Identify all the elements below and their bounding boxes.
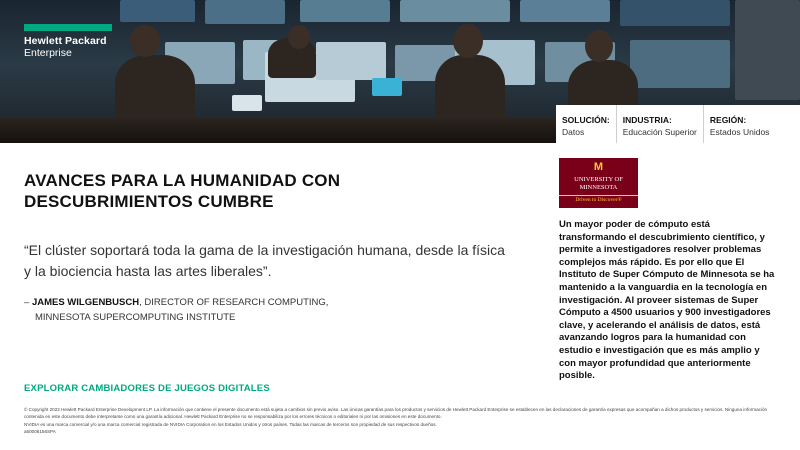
brand-line-2: Enterprise xyxy=(24,47,72,59)
legal-trademark: NVIDIA es una marca comercial y/o una marca comercial registrada de NVIDIA Corporation en los Estados Unidos y otros países. Todas las marcas de terceros son propiedad de sus respectivos dueños. xyxy=(24,421,437,427)
explore-digital-game-changers-link[interactable]: EXPLORAR CAMBIADORES DE JUEGOS DIGITALES xyxy=(24,383,270,394)
attribution-org: MINNESOTA SUPERCOMPUTING INSTITUTE xyxy=(35,312,236,323)
solution-strip xyxy=(556,105,800,143)
page-headline: AVANCES PARA LA HUMANIDAD CON DESCUBRIMIENTOS CUMBRE xyxy=(24,171,341,211)
solution-label: SOLUCIÓN: xyxy=(562,115,610,125)
document-code: a50006156SPA xyxy=(24,429,56,435)
solution-cell xyxy=(556,105,617,143)
legal-copyright: © Copyright 2022 Hewlett Packard Enterprise Development LP. La información que contiene el presente documento está sujeta a cambios sin previo aviso. Las únicas garantías para los productos y servicios de Hewlett Packard Enterprise se establecen en las declaraciones de garantía expresas que acompañan a dichos productos y servicios. Ninguna información contenida en este documento debe interpretarse como una garantía adicional. Hewlett Packard Enterprise no se responsabiliza por los errores técnicos o editoriales ni por las omisiones en este documento. xyxy=(24,407,768,420)
region-label: REGIÓN: xyxy=(709,115,747,125)
quote-attribution xyxy=(24,295,444,325)
logo-text: UNIVERSITY OF MINNESOTA xyxy=(574,176,623,191)
attribution-role: , DIRECTOR OF RESEARCH COMPUTING, xyxy=(139,297,329,308)
solution-value: Datos xyxy=(562,127,585,137)
legal-footer xyxy=(24,406,779,436)
logo-tagline: Driven to Discover® xyxy=(559,195,638,204)
hpe-logo-bar xyxy=(24,24,112,31)
attribution-name: JAMES WILGENBUSCH xyxy=(31,297,140,308)
customer-quote: “El clúster soportará toda la gama de la investigación humana, desde la física y la biociencia hasta las artes liberales”. xyxy=(24,242,505,279)
region-value: Estados Unidos xyxy=(709,127,770,137)
hpe-logo xyxy=(24,24,112,59)
case-summary-text: Un mayor poder de cómputo está transformando el descubrimiento científico, y permite a investigadores resolver problemas complejos más rápido. Es por ello que El Instituto de Super Cómputo de Minnesota se ha mantenido a la vanguardia en la tecnología en investigación. Al proveer sistemas de Super Cómputo a 4500 usuarios y 900 investigadores clave, y acelerando el análisis de datos, está avanzando logros para la humanidad con estudio e investigación que es más amplio y con mayor profundidad que anteriormente posible. xyxy=(559,219,775,382)
attribution-dash: – xyxy=(24,297,32,308)
logo-mark: M xyxy=(593,161,604,173)
industry-cell xyxy=(617,105,704,143)
region-cell xyxy=(704,105,776,143)
university-of-minnesota-logo xyxy=(559,158,638,208)
brand-line-1: Hewlett Packard xyxy=(24,35,107,47)
industry-value: Educación Superior xyxy=(622,127,697,137)
industry-label: INDUSTRIA: xyxy=(622,115,672,125)
